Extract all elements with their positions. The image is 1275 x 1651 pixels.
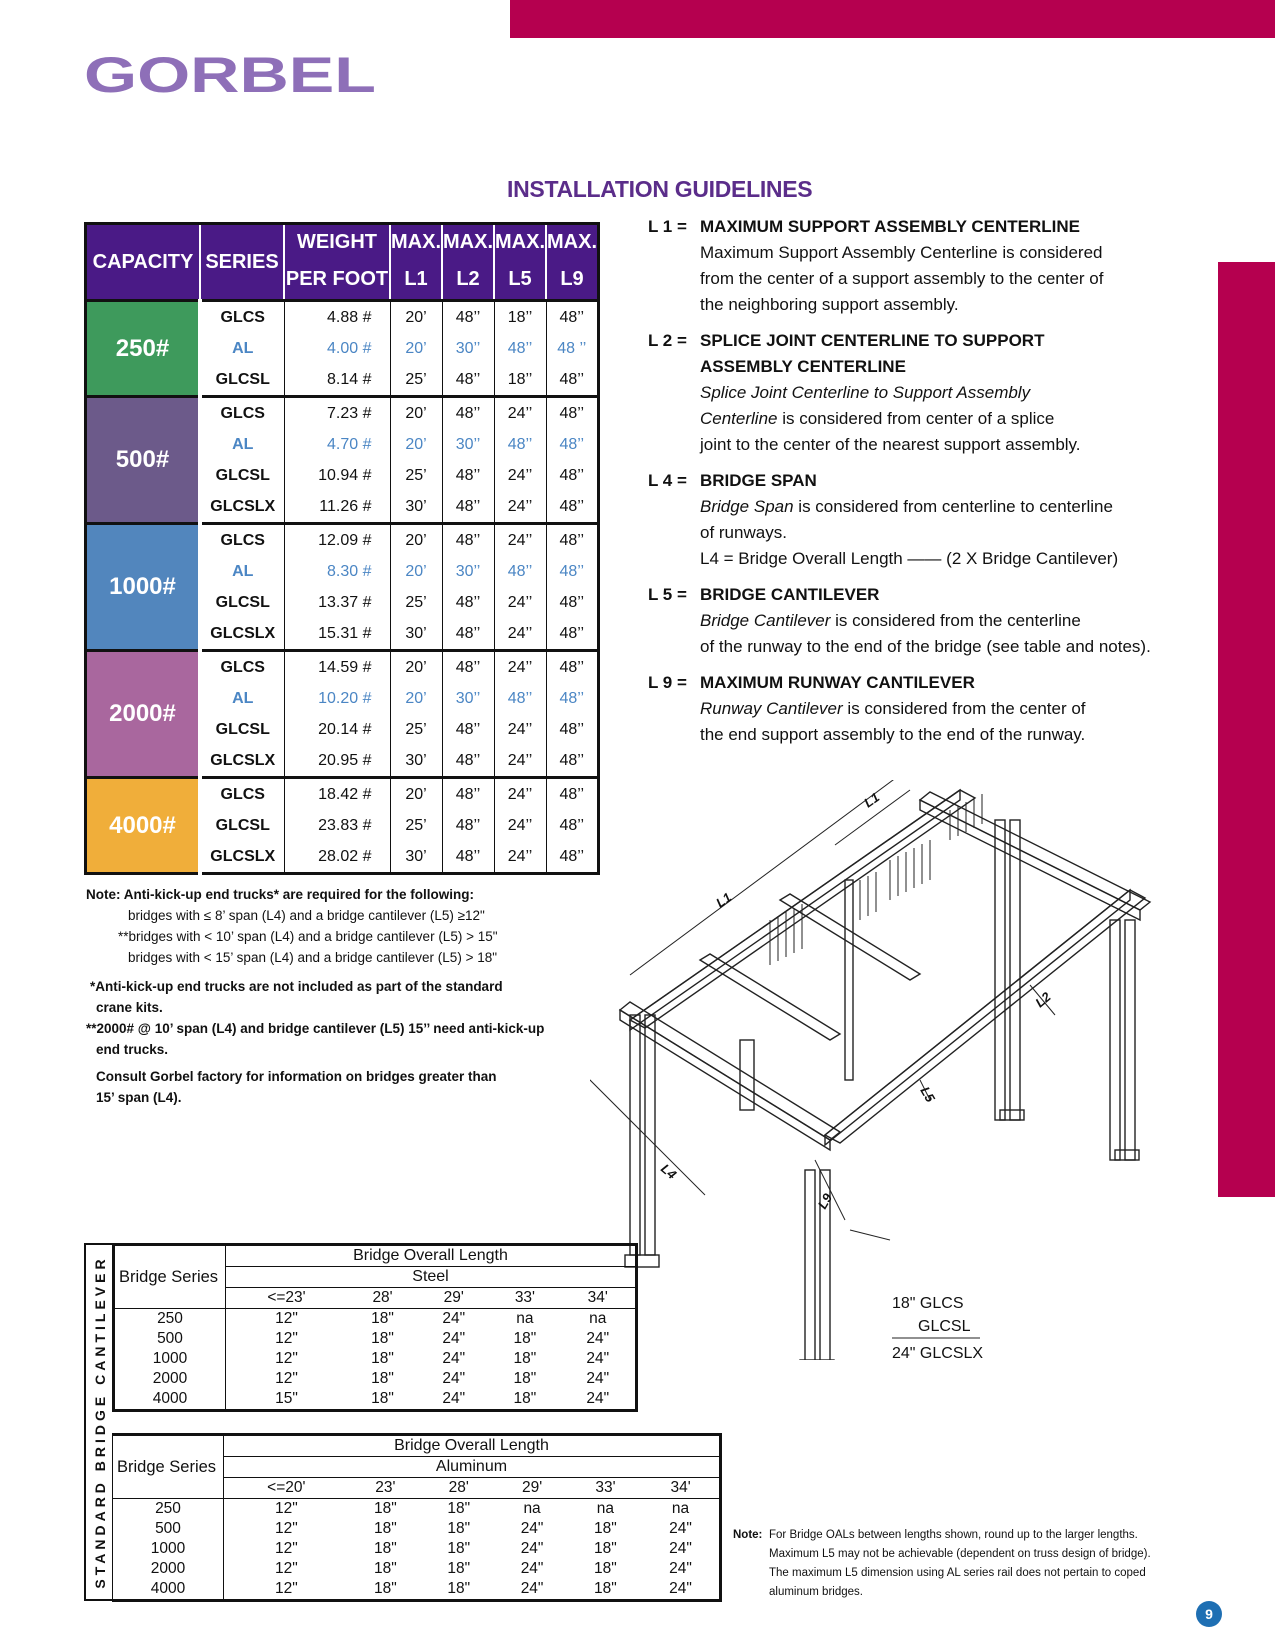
header-max-l2: MAX. bbox=[442, 224, 494, 261]
capacity-cell: 1000# bbox=[86, 524, 201, 651]
table-row bbox=[113, 1559, 721, 1579]
page-title: INSTALLATION GUIDELINES bbox=[507, 176, 813, 202]
header-capacity: CAPACITY bbox=[86, 224, 201, 301]
def-heading: BRIDGE CANTILEVER bbox=[700, 585, 880, 604]
weight-cell: 4.88 # bbox=[284, 301, 390, 334]
l1-cell: 30’ bbox=[390, 841, 442, 874]
value-cell: 12" bbox=[274, 1560, 298, 1577]
series-cell: 500 bbox=[114, 1329, 226, 1349]
l9-cell: 48’’ bbox=[546, 841, 599, 874]
def-key: L 9 = bbox=[648, 673, 687, 692]
value-cell: 24" bbox=[442, 1390, 466, 1407]
value-cell: 24" bbox=[586, 1350, 610, 1367]
series-cell: AL bbox=[200, 429, 284, 460]
l2-cell: 48’’ bbox=[442, 841, 494, 874]
l1-cell: 20’ bbox=[390, 556, 442, 587]
header-series: SERIES bbox=[200, 224, 284, 301]
def-key: L 1 = bbox=[648, 217, 687, 236]
def-term: Bridge Cantilever bbox=[700, 611, 831, 630]
top-accent-bar bbox=[510, 0, 1275, 38]
table-row bbox=[113, 1499, 721, 1520]
series-cell: GLCSLX bbox=[200, 618, 284, 651]
l1-cell: 20’ bbox=[390, 429, 442, 460]
table-row bbox=[114, 1369, 637, 1389]
def-formula: L4 = Bridge Overall Length —— (2 X Bridge Cantilever) bbox=[700, 549, 1119, 568]
series-cell: 4000 bbox=[114, 1389, 226, 1411]
def-term-2: Centerline bbox=[700, 409, 778, 428]
value-cell: 18" bbox=[373, 1500, 397, 1517]
value-cell: 24" bbox=[669, 1520, 692, 1537]
value-cell: 18" bbox=[373, 1540, 397, 1557]
l1-cell: 30’ bbox=[390, 491, 442, 524]
def-line: joint to the center of the nearest support assembly. bbox=[700, 435, 1081, 454]
l5-cell: 24’’ bbox=[494, 651, 546, 684]
l1-cell: 25’ bbox=[390, 587, 442, 618]
value-cell: 18" bbox=[447, 1540, 471, 1557]
value-cell: 18" bbox=[447, 1520, 471, 1537]
series-cell: GLCS bbox=[200, 524, 284, 557]
l9-cell: 48’’ bbox=[546, 556, 599, 587]
def-heading: MAXIMUM SUPPORT ASSEMBLY CENTERLINE bbox=[700, 217, 1081, 236]
l5-cell: 24’’ bbox=[494, 491, 546, 524]
series-cell: 1000 bbox=[114, 1349, 226, 1369]
weight-cell: 23.83 # bbox=[284, 810, 390, 841]
value-cell: 24" bbox=[586, 1330, 610, 1347]
value-cell: 24" bbox=[442, 1350, 466, 1367]
capacity-cell: 2000# bbox=[86, 651, 201, 778]
l2-cell: 48’’ bbox=[442, 524, 494, 557]
header-l1: L1 bbox=[390, 261, 442, 301]
note-star2: **2000# @ 10’ span (L4) and bridge cantilever (L5) 15’’ need anti-kick-up bbox=[86, 1021, 545, 1036]
l9-cell: 48’’ bbox=[546, 397, 599, 430]
series-cell: GLCSLX bbox=[200, 841, 284, 874]
series-cell: GLCSLX bbox=[200, 491, 284, 524]
value-cell: 24" bbox=[442, 1370, 466, 1387]
l9-cell: 48’’ bbox=[546, 651, 599, 684]
value-cell: 12" bbox=[274, 1580, 298, 1597]
def-key: L 5 = bbox=[648, 585, 687, 604]
note-star1: *Anti-kick-up end trucks are not included as part of the standard bbox=[90, 979, 503, 994]
capacity-cell: 4000# bbox=[86, 778, 201, 874]
length-header: 28' bbox=[372, 1289, 393, 1306]
l2-cell: 30’’ bbox=[442, 556, 494, 587]
def-heading-2: ASSEMBLY CENTERLINE bbox=[700, 357, 906, 376]
value-cell: 24" bbox=[520, 1560, 544, 1577]
def-line: Maximum Support Assembly Centerline is considered bbox=[700, 243, 1103, 262]
l9-cell: 48’’ bbox=[546, 714, 599, 745]
capacity-row bbox=[86, 524, 599, 557]
def-line: the neighboring support assembly. bbox=[700, 295, 959, 314]
l2-cell: 48’’ bbox=[442, 651, 494, 684]
dim-label-l1-top: L1 bbox=[861, 789, 883, 811]
header-max-l1: MAX. bbox=[390, 224, 442, 261]
value-cell: 12" bbox=[275, 1350, 298, 1367]
value-cell: 24" bbox=[520, 1540, 544, 1557]
l1-cell: 25’ bbox=[390, 714, 442, 745]
value-cell: na bbox=[671, 1500, 690, 1517]
value-cell: 18" bbox=[371, 1390, 394, 1407]
l1-cell: 20’ bbox=[390, 524, 442, 557]
l2-cell: 48’’ bbox=[442, 745, 494, 778]
dim-label-l5: L5 bbox=[917, 1084, 938, 1105]
value-cell: 18" bbox=[447, 1580, 471, 1597]
value-cell: 18" bbox=[373, 1520, 397, 1537]
value-cell: 24" bbox=[520, 1580, 544, 1597]
table-row bbox=[114, 1329, 637, 1349]
l5-cell: 48’’ bbox=[494, 683, 546, 714]
table-row bbox=[113, 1539, 721, 1559]
series-cell: AL bbox=[200, 683, 284, 714]
dim-label-l9: L9 bbox=[814, 1190, 836, 1212]
l5-cell: 24’’ bbox=[494, 841, 546, 874]
l9-cell: 48’’ bbox=[546, 778, 599, 811]
series-cell: 250 bbox=[113, 1499, 224, 1520]
note-star2-cont: end trucks. bbox=[96, 1042, 169, 1057]
value-cell: 18" bbox=[371, 1370, 394, 1387]
def-line: from the center of a support assembly to the center of bbox=[700, 269, 1104, 288]
capacity-row bbox=[86, 301, 599, 334]
weight-cell: 14.59 # bbox=[284, 651, 390, 684]
def-key: L 4 = bbox=[648, 471, 687, 490]
value-cell: 15" bbox=[275, 1390, 298, 1407]
l5-cell: 24’’ bbox=[494, 397, 546, 430]
bottom-note-line: Maximum L5 may not be achievable (dependent on truss design of bridge). bbox=[769, 1548, 1151, 1560]
value-cell: 18" bbox=[371, 1310, 394, 1327]
value-cell: 18" bbox=[513, 1330, 537, 1347]
l9-cell: 48’’ bbox=[546, 301, 599, 334]
series-cell: GLCSLX bbox=[200, 745, 284, 778]
l5-cell: 48’’ bbox=[494, 429, 546, 460]
l1-cell: 25’ bbox=[390, 460, 442, 491]
length-header: 29' bbox=[443, 1289, 464, 1306]
l1-cell: 30’ bbox=[390, 745, 442, 778]
note-consult: Consult Gorbel factory for information on bridges greater than bbox=[96, 1069, 497, 1084]
l9-cell: 48’’ bbox=[546, 364, 599, 397]
value-cell: 24" bbox=[586, 1370, 610, 1387]
l5-cell: 24’’ bbox=[494, 587, 546, 618]
def-l2 bbox=[648, 328, 1168, 458]
l2-cell: 48’’ bbox=[442, 714, 494, 745]
value-cell: na bbox=[589, 1310, 607, 1327]
def-term: Bridge Span bbox=[700, 497, 794, 516]
def-term: Splice Joint Centerline to Support Assembly bbox=[700, 383, 1031, 402]
side-label-box bbox=[84, 1243, 114, 1601]
l2-cell: 30’’ bbox=[442, 429, 494, 460]
table-row bbox=[113, 1519, 721, 1539]
note-consult-cont: 15’ span (L4). bbox=[96, 1090, 182, 1105]
capacity-table bbox=[84, 222, 600, 875]
l1-cell: 20’ bbox=[390, 651, 442, 684]
def-line: of the runway to the end of the bridge (see table and notes). bbox=[700, 637, 1151, 656]
weight-cell: 15.31 # bbox=[284, 618, 390, 651]
page-number: 9 bbox=[1196, 1601, 1222, 1627]
bottom-note-line: For Bridge OALs between lengths shown, round up to the larger lengths. bbox=[769, 1529, 1138, 1541]
value-cell: na bbox=[516, 1310, 534, 1327]
bottom-note-label: Note: bbox=[733, 1529, 763, 1541]
value-cell: 24" bbox=[669, 1560, 692, 1577]
series-cell: 2000 bbox=[114, 1369, 226, 1389]
weight-cell: 28.02 # bbox=[284, 841, 390, 874]
l5-cell: 48’’ bbox=[494, 333, 546, 364]
series-cell: 500 bbox=[113, 1519, 224, 1539]
value-cell: 12" bbox=[275, 1370, 298, 1387]
header-weight: WEIGHT bbox=[284, 224, 390, 261]
value-cell: 18" bbox=[447, 1500, 471, 1517]
l5-cell: 48’’ bbox=[494, 556, 546, 587]
l2-cell: 48’’ bbox=[442, 491, 494, 524]
aluminum-material: Aluminum bbox=[224, 1457, 721, 1478]
def-line: is considered from centerline to centerline bbox=[793, 497, 1113, 516]
l5-cell: 18’’ bbox=[494, 364, 546, 397]
definitions bbox=[648, 214, 1168, 758]
l5-cell: 24’’ bbox=[494, 524, 546, 557]
l5-cell: 24’’ bbox=[494, 745, 546, 778]
l9-cell: 48’’ bbox=[546, 810, 599, 841]
def-key: L 2 = bbox=[648, 331, 687, 350]
value-cell: 18" bbox=[594, 1560, 617, 1577]
capacity-row bbox=[86, 778, 599, 811]
length-header: 34' bbox=[670, 1479, 691, 1496]
note-item: **bridges with < 10’ span (L4) and a bridge cantilever (L5) > 15" bbox=[118, 929, 498, 944]
weight-cell: 12.09 # bbox=[284, 524, 390, 557]
series-cell: GLCS bbox=[200, 301, 284, 334]
l2-cell: 30’’ bbox=[442, 333, 494, 364]
bridge-beams bbox=[630, 790, 1145, 1145]
l2-cell: 48’’ bbox=[442, 810, 494, 841]
series-cell: GLCSL bbox=[200, 714, 284, 745]
series-cell: GLCS bbox=[200, 778, 284, 811]
value-cell: 12" bbox=[274, 1520, 298, 1537]
value-cell: 12" bbox=[275, 1310, 298, 1327]
l5-cell: 24’’ bbox=[494, 714, 546, 745]
weight-cell: 20.14 # bbox=[284, 714, 390, 745]
weight-cell: 4.70 # bbox=[284, 429, 390, 460]
value-cell: 18" bbox=[594, 1580, 617, 1597]
gorbel-logo bbox=[84, 50, 384, 102]
l9-cell: 48’’ bbox=[546, 683, 599, 714]
weight-cell: 8.14 # bbox=[284, 364, 390, 397]
weight-cell: 11.26 # bbox=[284, 491, 390, 524]
steel-material: Steel bbox=[226, 1267, 637, 1288]
anti-kick-note bbox=[86, 884, 606, 1108]
value-cell: 18" bbox=[513, 1390, 537, 1407]
l1-cell: 30’ bbox=[390, 618, 442, 651]
aluminum-cantilever-table bbox=[112, 1433, 722, 1602]
value-cell: 18" bbox=[447, 1560, 471, 1577]
def-l5 bbox=[648, 582, 1168, 660]
weight-cell: 4.00 # bbox=[284, 333, 390, 364]
l1-cell: 25’ bbox=[390, 364, 442, 397]
l5-cell: 18’’ bbox=[494, 301, 546, 334]
l9-cell: 48’’ bbox=[546, 745, 599, 778]
def-l9 bbox=[648, 670, 1168, 748]
dim-label-l2: L2 bbox=[1032, 989, 1054, 1011]
festoon-hangers bbox=[770, 794, 982, 965]
weight-cell: 10.20 # bbox=[284, 683, 390, 714]
crane-diagram bbox=[590, 780, 1210, 1360]
l2-cell: 48’’ bbox=[442, 301, 494, 334]
bottom-note-line: The maximum L5 dimension using AL series rail does not pertain to coped bbox=[769, 1567, 1146, 1579]
l9-cell: 48’’ bbox=[546, 460, 599, 491]
length-header: 33' bbox=[514, 1289, 536, 1306]
note-heading: Note: Anti-kick-up end trucks* are required for the following: bbox=[86, 887, 475, 902]
def-term: Runway Cantilever bbox=[700, 699, 843, 718]
side-label: STANDARD BRIDGE CANTILEVER bbox=[92, 1255, 108, 1589]
table-row bbox=[114, 1349, 637, 1369]
weight-cell: 20.95 # bbox=[284, 745, 390, 778]
l2-cell: 30’’ bbox=[442, 683, 494, 714]
length-header: 33' bbox=[595, 1479, 616, 1496]
capacity-table-header bbox=[86, 224, 599, 261]
def-line: is considered from the center of bbox=[842, 699, 1086, 718]
def-heading: MAXIMUM RUNWAY CANTILEVER bbox=[700, 673, 975, 692]
weight-cell: 13.37 # bbox=[284, 587, 390, 618]
l9-cell: 48’’ bbox=[546, 618, 599, 651]
value-cell: 24" bbox=[442, 1330, 466, 1347]
def-l4 bbox=[648, 468, 1168, 572]
l9-cell: 48’’ bbox=[546, 524, 599, 557]
series-cell: GLCSL bbox=[200, 810, 284, 841]
value-cell: 12" bbox=[274, 1500, 298, 1517]
l2-cell: 48’’ bbox=[442, 460, 494, 491]
series-cell: GLCSL bbox=[200, 587, 284, 618]
value-cell: 24" bbox=[669, 1540, 692, 1557]
header-l9: L9 bbox=[546, 261, 599, 301]
note-item: bridges with < 15’ span (L4) and a bridge cantilever (L5) > 18" bbox=[128, 950, 498, 965]
l1-cell: 20’ bbox=[390, 397, 442, 430]
table-row bbox=[114, 1389, 637, 1411]
length-header: <=23' bbox=[267, 1289, 306, 1306]
l1-cell: 25’ bbox=[390, 810, 442, 841]
series-cell: GLCSL bbox=[200, 364, 284, 397]
l9-cell: 48’’ bbox=[546, 429, 599, 460]
value-cell: 18" bbox=[373, 1560, 397, 1577]
l2-cell: 48’’ bbox=[442, 397, 494, 430]
callout-line1: 18" GLCS bbox=[892, 1295, 964, 1312]
l2-cell: 48’’ bbox=[442, 778, 494, 811]
length-header: 23' bbox=[375, 1479, 396, 1496]
header-per-foot: PER FOOT bbox=[284, 261, 390, 301]
value-cell: 24" bbox=[442, 1310, 466, 1327]
weight-cell: 10.94 # bbox=[284, 460, 390, 491]
l9-cell: 48’’ bbox=[546, 491, 599, 524]
value-cell: 24" bbox=[586, 1390, 610, 1407]
steel-title: Bridge Overall Length bbox=[226, 1245, 637, 1267]
note-star1-cont: crane kits. bbox=[96, 1000, 163, 1015]
length-header: 29' bbox=[521, 1479, 543, 1496]
series-cell: 250 bbox=[114, 1309, 226, 1330]
table-row bbox=[113, 1579, 721, 1601]
header-l2: L2 bbox=[442, 261, 494, 301]
l1-cell: 20’ bbox=[390, 778, 442, 811]
l5-cell: 24’’ bbox=[494, 778, 546, 811]
header-l5: L5 bbox=[494, 261, 546, 301]
dim-label-l4: L4 bbox=[658, 1160, 680, 1183]
l9-cell: 48 ’’ bbox=[546, 333, 599, 364]
def-line: the end support assembly to the end of the runway. bbox=[700, 725, 1086, 744]
steel-series-label: Bridge Series bbox=[114, 1245, 226, 1309]
header-max-l5: MAX. bbox=[494, 224, 546, 261]
capacity-cell: 500# bbox=[86, 397, 201, 524]
value-cell: 18" bbox=[594, 1540, 617, 1557]
l2-cell: 48’’ bbox=[442, 618, 494, 651]
aluminum-title: Bridge Overall Length bbox=[224, 1435, 721, 1457]
value-cell: na bbox=[596, 1500, 615, 1517]
note-item: bridges with ≤ 8’ span (L4) and a bridge cantilever (L5) ≥12" bbox=[128, 908, 485, 923]
def-heading: BRIDGE SPAN bbox=[700, 471, 817, 490]
side-accent-bar bbox=[1218, 262, 1275, 1197]
series-cell: 1000 bbox=[113, 1539, 224, 1559]
def-line: of runways. bbox=[700, 523, 787, 542]
capacity-row bbox=[86, 651, 599, 684]
def-line: is considered from center of a splice bbox=[777, 409, 1055, 428]
table-row bbox=[114, 1309, 637, 1330]
length-header: 34' bbox=[587, 1289, 608, 1306]
aluminum-series-label: Bridge Series bbox=[113, 1435, 224, 1499]
value-cell: 12" bbox=[275, 1330, 298, 1347]
series-cell: AL bbox=[200, 556, 284, 587]
l9-cell: 48’’ bbox=[546, 587, 599, 618]
bottom-note bbox=[733, 1526, 1183, 1602]
value-cell: na bbox=[523, 1500, 541, 1517]
bottom-note-line: aluminum bridges. bbox=[769, 1586, 863, 1598]
value-cell: 18" bbox=[594, 1520, 617, 1537]
value-cell: 18" bbox=[373, 1580, 397, 1597]
series-cell: AL bbox=[200, 333, 284, 364]
l1-cell: 20’ bbox=[390, 301, 442, 334]
series-cell: GLCS bbox=[200, 651, 284, 684]
series-cell: GLCS bbox=[200, 397, 284, 430]
def-heading: SPLICE JOINT CENTERLINE TO SUPPORT bbox=[700, 331, 1045, 350]
value-cell: 24" bbox=[520, 1520, 544, 1537]
l2-cell: 48’’ bbox=[442, 364, 494, 397]
value-cell: 24" bbox=[669, 1580, 692, 1597]
value-cell: 18" bbox=[371, 1350, 394, 1367]
dim-label-l1: L1 bbox=[713, 889, 735, 911]
value-cell: 12" bbox=[274, 1540, 298, 1557]
weight-cell: 18.42 # bbox=[284, 778, 390, 811]
steel-cantilever-table bbox=[112, 1243, 638, 1412]
weight-cell: 8.30 # bbox=[284, 556, 390, 587]
l5-cell: 24’’ bbox=[494, 618, 546, 651]
length-header: 28' bbox=[448, 1479, 469, 1496]
def-l1 bbox=[648, 214, 1168, 318]
series-cell: GLCSL bbox=[200, 460, 284, 491]
l1-cell: 20’ bbox=[390, 683, 442, 714]
def-line: is considered from the centerline bbox=[830, 611, 1081, 630]
value-cell: 18" bbox=[513, 1350, 537, 1367]
l2-cell: 48’’ bbox=[442, 587, 494, 618]
value-cell: 18" bbox=[513, 1370, 537, 1387]
weight-cell: 7.23 # bbox=[284, 397, 390, 430]
callout-line3: 24" GLCSLX bbox=[892, 1345, 984, 1360]
l5-cell: 24’’ bbox=[494, 460, 546, 491]
length-header: <=20' bbox=[267, 1479, 306, 1496]
svg-text:GORBEL: GORBEL bbox=[84, 50, 376, 102]
l1-cell: 20’ bbox=[390, 333, 442, 364]
capacity-cell: 250# bbox=[86, 301, 201, 397]
series-cell: 4000 bbox=[113, 1579, 224, 1601]
header-max-l9: MAX. bbox=[546, 224, 599, 261]
value-cell: 18" bbox=[371, 1330, 394, 1347]
l5-cell: 24’’ bbox=[494, 810, 546, 841]
series-cell: 2000 bbox=[113, 1559, 224, 1579]
capacity-row bbox=[86, 397, 599, 430]
callout-line2: GLCSL bbox=[918, 1318, 971, 1335]
